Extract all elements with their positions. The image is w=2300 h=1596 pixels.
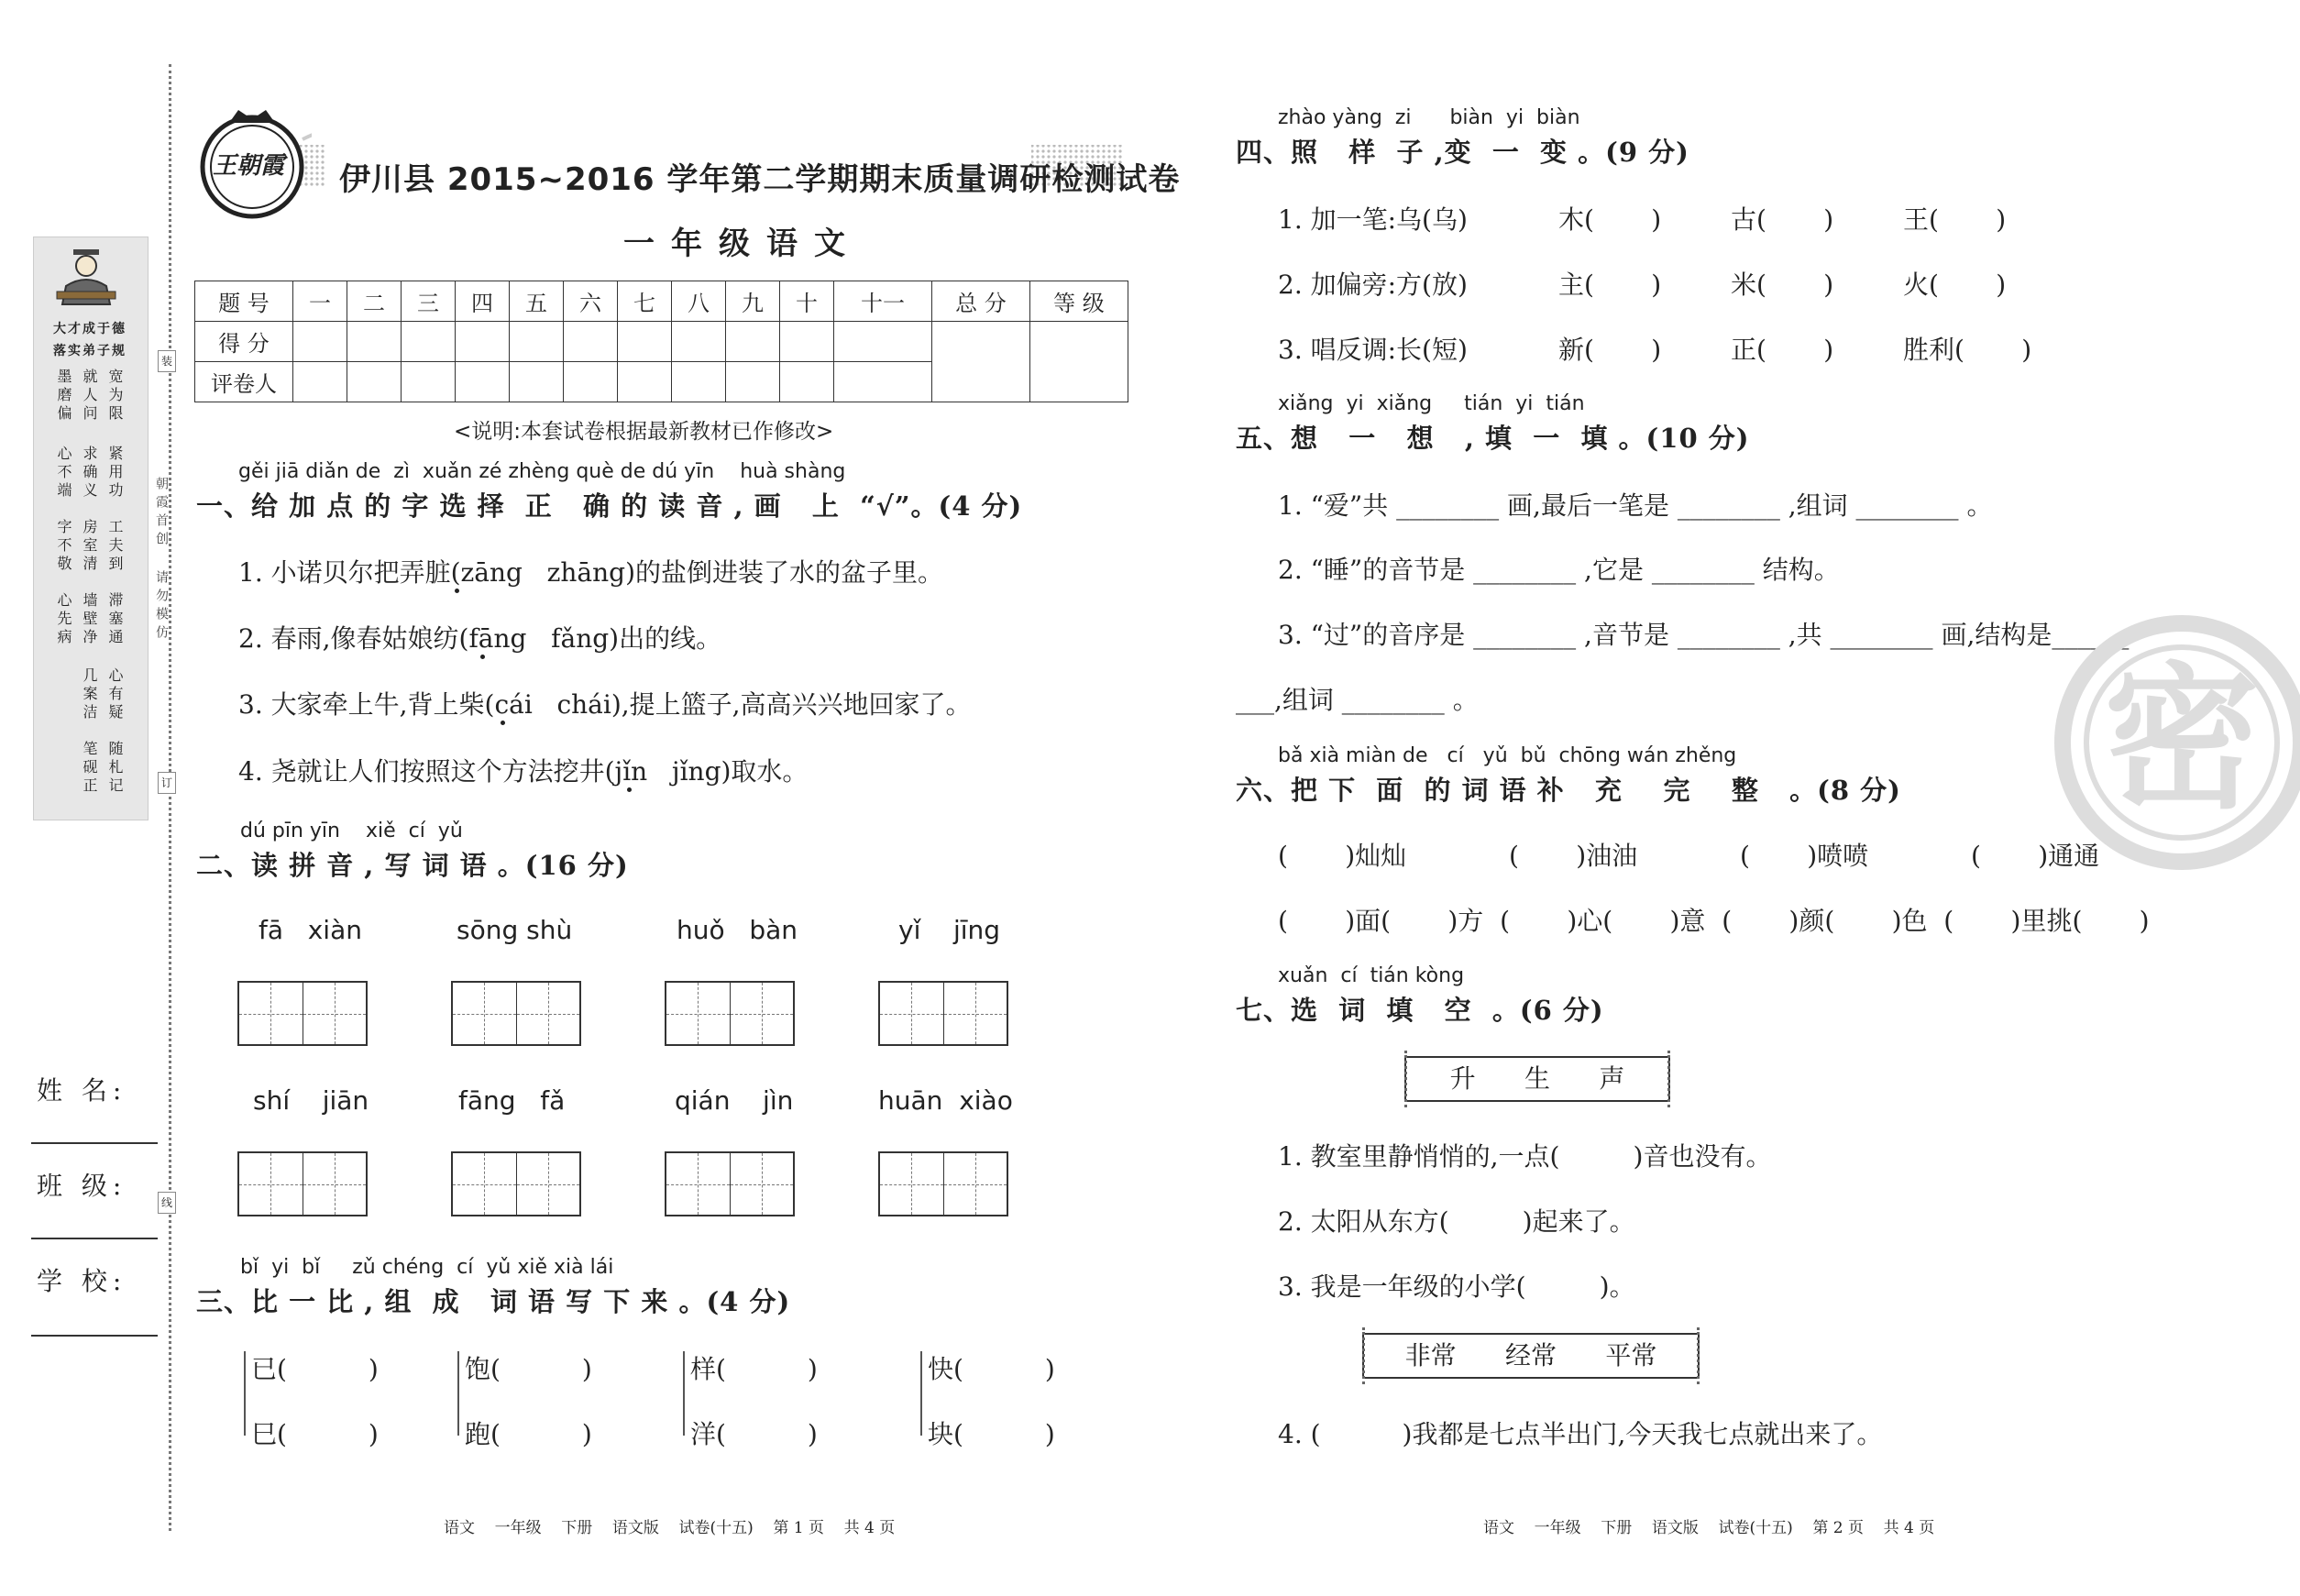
q1-title: 一、给 加 点 的 字 选 择 正 确 的 读 音 , 画 上 “√”。(4 分) [196,490,1023,522]
q4-example: 3. 唱反调:长(短) [1278,335,1468,365]
binding-column-text: 字不敬 [55,519,72,574]
page-footer: 语文 一年级 下册 语文版 试卷(十五) 第 1 页 共 4 页 [444,1519,896,1537]
score-table-row [195,322,1128,362]
pinyin-prompt: qián jìn [675,1085,794,1116]
compare-item: 快( ) [928,1354,1055,1384]
binding-mark-box: 订 [158,772,176,794]
score-cell[interactable] [510,322,564,362]
compare-item: 洋( ) [690,1419,818,1449]
binding-column-text: 工夫到 [106,519,124,574]
grade-cell[interactable] [1030,322,1128,402]
q5-pinyin: xiǎng yi xiǎng tián yi tián [1278,392,1585,415]
table-cell: 二 [347,281,402,322]
binding-column-text: 笔砚正 [81,741,98,796]
svg-text:密: 密 [2103,649,2261,831]
pinyin-prompt: huǒ bàn [677,915,798,945]
q4-blank: 火( ) [1903,270,2007,300]
writing-grid[interactable] [451,981,581,1046]
grader-cell[interactable] [564,362,618,402]
binding-column-text: 心不端 [55,446,72,501]
group-bar [457,1351,459,1436]
compare-item: 样( ) [690,1354,818,1384]
q4-blank: 米( ) [1731,270,1834,300]
grader-cell[interactable] [780,362,834,402]
class-field[interactable] [31,1238,158,1239]
q7-title: 七、选 词 填 空 。(6 分) [1236,995,1604,1026]
q3-pinyin: bǐ yi bǐ zǔ chéng cí yǔ xiě xià lái [240,1256,614,1279]
score-cell[interactable] [726,322,780,362]
q1-item: 1. 小诺贝尔把弄脏(zāng zhāng)的盐倒进装了水的盆子里。 [238,557,944,588]
binding-side-label: 请勿模仿 [154,570,169,644]
table-cell: 得 分 [195,322,293,362]
grader-cell[interactable] [726,362,780,402]
q7-item: 3. 我是一年级的小学( )。 [1278,1271,1635,1302]
table-cell: 等 级 [1030,281,1128,322]
q3-title: 三、比 一 比 , 组 成 词 语 写 下 来 。(4 分) [196,1286,791,1317]
grader-cell[interactable] [293,362,347,402]
table-cell: 十一 [834,281,932,322]
writing-grid[interactable] [665,1151,795,1216]
emphasis-dot [455,589,459,593]
school-label: 学 校: [37,1266,127,1296]
group-bar [683,1351,685,1436]
q4-example: 2. 加偏旁:方(放) [1278,270,1468,300]
table-cell: 五 [510,281,564,322]
binding-dash-line [169,64,171,1531]
writing-grid[interactable] [237,1151,368,1216]
pinyin-prompt: sōng shù [457,915,573,945]
binding-column-text: 心先病 [55,592,72,647]
table-cell: 九 [726,281,780,322]
q4-blank: 木( ) [1558,204,1662,235]
binding-column-text: 紧用功 [106,446,124,501]
school-field[interactable] [31,1335,158,1337]
binding-motto-2: 落实弟子规 [53,344,127,358]
q7-item: 4. ( )我都是七点半出门,今天我七点就出来了。 [1278,1419,1883,1449]
q4-blank: 古( ) [1731,204,1834,235]
pinyin-prompt: yǐ jīng [898,915,1001,945]
q6-item: ( )油油 [1509,841,1638,871]
binding-side-label: 朝霞首创 [154,477,169,550]
scholar-figure-icon [53,246,119,310]
q1-item: 3. 大家牵上牛,背上柴(cái chái),提上篮子,高高兴兴地回家了。 [238,689,972,720]
group-bar [920,1351,922,1436]
q1-item: 2. 春雨,像春姑娘纺(fāng fǎng)出的线。 [238,623,722,654]
subject-title: 一年级语文 [623,226,862,262]
binding-column-text: 墙壁净 [81,592,98,647]
exam-note: <说明:本套试卷根据最新教材已作修改> [454,420,834,444]
q5-item: ___,组词 ________ 。 [1236,685,1479,715]
grader-cell[interactable] [834,362,932,402]
table-cell: 总 分 [932,281,1030,322]
binding-column-text: 求确义 [81,446,98,501]
score-cell[interactable] [402,322,456,362]
word-choice-box: 升 生 声 [1404,1056,1670,1102]
compare-item: 巳( ) [251,1419,379,1449]
score-cell[interactable] [618,322,672,362]
table-cell: 三 [402,281,456,322]
binding-column-text: 墨磨偏 [55,369,72,424]
binding-column-text: 随札记 [106,741,124,796]
binding-column-text: 房室清 [81,519,98,574]
table-cell: 十 [780,281,834,322]
q1-pinyin: gěi jiā diǎn de zì xuǎn zé zhèng què de dú yīn huà shàng [238,460,846,483]
name-label: 姓 名: [37,1075,127,1106]
compare-item: 已( ) [251,1354,379,1384]
score-cell[interactable] [672,322,726,362]
grader-cell[interactable] [347,362,402,402]
compare-item: 跑( ) [465,1419,592,1449]
group-bar [244,1351,246,1436]
q4-blank: 胜利( ) [1903,335,2032,365]
binding-column-text: 几案洁 [81,667,98,722]
q5-item: 1. “爱”共 ________ 画,最后一笔是 ________ ,组词 ________ 。 [1278,490,1993,521]
score-cell[interactable] [347,322,402,362]
q4-blank: 主( ) [1558,270,1662,300]
score-cell[interactable] [456,322,510,362]
total-score-cell[interactable] [932,322,1030,402]
table-cell: 题 号 [195,281,293,322]
q5-title: 五、想 一 想 , 填 一 填 。(10 分) [1236,423,1750,454]
writing-grid[interactable] [451,1151,581,1216]
score-table [194,281,1128,402]
q4-example: 1. 加一笔:乌(乌) [1278,204,1468,235]
q4-pinyin: zhào yàng zi biàn yi biàn [1278,106,1580,129]
binding-column-text: 心有疑 [106,667,124,722]
emphasis-dot [480,655,485,659]
score-table-header-row [195,281,1128,322]
page-footer: 语文 一年级 下册 语文版 试卷(十五) 第 2 页 共 4 页 [1483,1519,1935,1537]
binding-column-text: 滞塞通 [106,592,124,647]
binding-column-text: 就人问 [81,369,98,424]
q7-item: 1. 教室里静悄悄的,一点( )音也没有。 [1278,1141,1772,1172]
binding-mark-box: 装 [158,350,176,372]
score-cell[interactable] [780,322,834,362]
pinyin-prompt: huān xiào [878,1085,1013,1116]
pinyin-prompt: fā xiàn [259,915,362,945]
q6-item: ( )喷喷 [1740,841,1869,871]
q2-title: 二、读 拼 音 , 写 词 语 。(16 分) [196,850,629,881]
q6-item: ( )灿灿 [1278,841,1407,871]
binding-column-text: 宽为限 [106,369,124,424]
score-cell[interactable] [834,322,932,362]
grader-cell[interactable] [510,362,564,402]
class-label: 班 级: [37,1171,127,1201]
word-choice-box: 非常 经常 平常 [1362,1333,1700,1379]
q6-item-row: ( )面( )方 ( )心( )意 ( )颜( )色 ( )里挑( ) [1278,906,2150,936]
emphasis-dot [501,721,505,725]
grader-cell[interactable] [618,362,672,402]
q6-pinyin: bǎ xià miàn de cí yǔ bǔ chōng wán zhěng [1278,744,1737,767]
compare-item: 块( ) [928,1419,1055,1449]
writing-grid[interactable] [878,1151,1008,1216]
confidential-stamp-icon [2026,605,2300,880]
q4-blank: 正( ) [1731,335,1834,365]
compare-item: 饱( ) [465,1354,592,1384]
name-field[interactable] [31,1142,158,1144]
q4-title: 四、照 样 子 ,变 一 变 。(9 分) [1236,137,1689,168]
score-cell[interactable] [564,322,618,362]
grader-cell[interactable] [672,362,726,402]
pinyin-prompt: shí jiān [253,1085,369,1116]
exam-title: 伊川县 2015~2016 学年第二学期期末质量调研检测试卷 [339,161,1181,198]
table-cell: 一 [293,281,347,322]
q6-title: 六、把 下 面 的 词 语 补 充 完 整 。(8 分) [1236,775,1901,806]
table-cell: 七 [618,281,672,322]
table-cell: 六 [564,281,618,322]
emphasis-dot [627,787,632,792]
table-cell: 八 [672,281,726,322]
score-cell[interactable] [293,322,347,362]
q5-item: 3. “过”的音序是 ________ ,音节是 ________ ,共 ________ 画,结构是______ [1278,620,2129,650]
writing-grid[interactable] [665,981,795,1046]
q4-blank: 新( ) [1558,335,1662,365]
table-cell: 评卷人 [195,362,293,402]
q7-item: 2. 太阳从东方( )起来了。 [1278,1206,1635,1237]
binding-motto-1: 大才成于德 [53,322,127,336]
writing-grid[interactable] [237,981,368,1046]
table-cell: 四 [456,281,510,322]
grader-cell[interactable] [402,362,456,402]
brand-logo-text: 王朝霞 [213,152,285,180]
q6-item: ( )通通 [1971,841,2100,871]
q1-item: 4. 尧就让人们按照这个方法挖井(jǐn jǐng)取水。 [238,756,809,787]
writing-grid[interactable] [878,981,1008,1046]
pinyin-prompt: fāng fǎ [458,1085,566,1116]
q5-item: 2. “睡”的音节是 ________ ,它是 ________ 结构。 [1278,555,1840,585]
q4-blank: 王( ) [1903,204,2007,235]
grader-cell[interactable] [456,362,510,402]
q7-pinyin: xuǎn cí tián kòng [1278,964,1465,987]
q2-pinyin: dú pīn yīn xiě cí yǔ [240,820,463,842]
binding-mark-box: 线 [158,1192,176,1214]
